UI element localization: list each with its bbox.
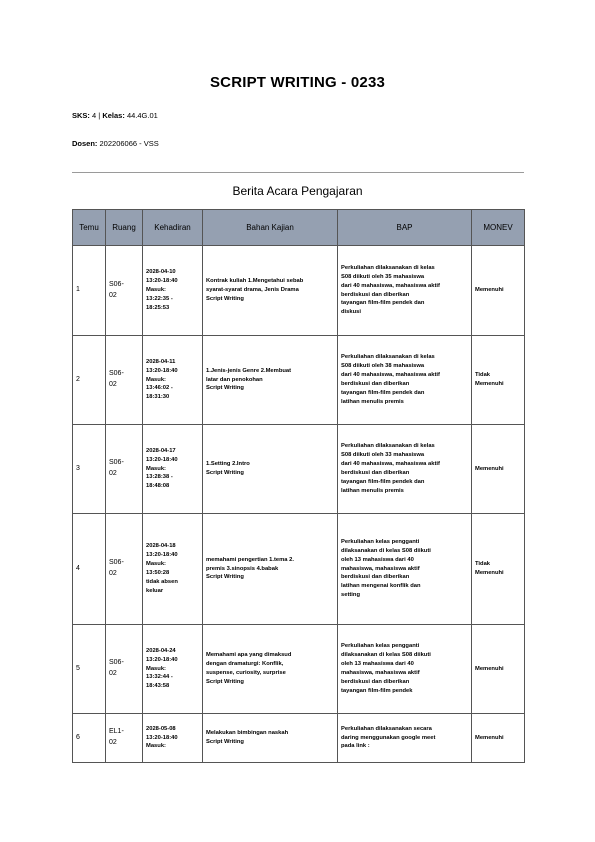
section-title: Berita Acara Pengajaran xyxy=(232,184,363,198)
kelas-value: 44.4G.01 xyxy=(126,111,158,120)
kelas-label: Kelas: xyxy=(102,111,125,120)
course-meta xyxy=(72,111,158,120)
cell-kehadiran: 2028-04-10 13:20-18:40 Masuk: 13:22:35 - 18:25:53 xyxy=(143,246,203,336)
cell-temu: 5 xyxy=(73,625,106,714)
teaching-record-table xyxy=(72,209,525,763)
header-bahan-kajian: Bahan Kajian xyxy=(203,210,338,246)
cell-bahan-kajian: memahami pengertian 1.tema 2. premis 3.sinopsis 4.babak Script Writing xyxy=(203,514,338,625)
table-row xyxy=(73,714,525,763)
table-row xyxy=(73,425,525,514)
table-row xyxy=(73,514,525,625)
cell-kehadiran: 2028-04-24 13:20-18:40 Masuk: 13:32:44 - 18:43:58 xyxy=(143,625,203,714)
cell-monev: Memenuhi xyxy=(472,714,525,763)
cell-monev: Memenuhi xyxy=(472,625,525,714)
cell-temu: 4 xyxy=(73,514,106,625)
header-temu: Temu xyxy=(73,210,106,246)
header-bap: BAP xyxy=(338,210,472,246)
table-row xyxy=(73,625,525,714)
cell-monev: Tidak Memenuhi xyxy=(472,514,525,625)
table-row xyxy=(73,246,525,336)
cell-ruang: S06- 02 xyxy=(106,336,143,425)
cell-kehadiran: 2028-04-18 13:20-18:40 Masuk: 13:50:28 tidak absen keluar xyxy=(143,514,203,625)
page-title: SCRIPT WRITING - 0233 xyxy=(209,74,386,91)
cell-bap: Perkuliahan kelas pengganti dilaksanakan di kelas S08 diikuti oleh 13 mahasiswa dari 40 mahasiswa, mahasiswa aktif berdiskusi dan diberikan latihan mengenai konflik dan setting xyxy=(338,514,472,625)
cell-bahan-kajian: Kontrak kuliah 1.Mengetahui sebab syarat-syarat drama, Jenis Drama Script Writing xyxy=(203,246,338,336)
cell-bahan-kajian: Memahami apa yang dimaksud dengan dramaturgi: Konflik, suspense, curiosity, surprise Script Writing xyxy=(203,625,338,714)
header-ruang: Ruang xyxy=(106,210,143,246)
cell-kehadiran: 2028-04-11 13:20-18:40 Masuk: 13:46:02 - 18:31:30 xyxy=(143,336,203,425)
cell-temu: 2 xyxy=(73,336,106,425)
cell-bap: Perkuliahan kelas pengganti dilaksanakan di kelas S08 diikuti oleh 13 mahasiswa dari 40 mahasiswa, mahasiswa aktif berdiskusi dan diberikan tayangan film-film pendek xyxy=(338,625,472,714)
cell-monev: Memenuhi xyxy=(472,425,525,514)
cell-bahan-kajian: 1.Jenis-jenis Genre 2.Membuat latar dan penokohan Script Writing xyxy=(203,336,338,425)
sks-label: SKS: xyxy=(72,111,90,120)
cell-ruang: S06- 02 xyxy=(106,425,143,514)
cell-monev: Tidak Memenuhi xyxy=(472,336,525,425)
cell-bap: Perkuliahan dilaksanakan di kelas S08 diikuti oleh 38 mahasiswa dari 40 mahasiswa, mahasiswa aktif berdiskusi dan diberikan tayangan film-film pendek dan latihan menulis premis xyxy=(338,336,472,425)
dosen-value: 202206066 - VSS xyxy=(99,139,159,148)
sks-value: 4 xyxy=(92,111,97,120)
cell-ruang: S06- 02 xyxy=(106,514,143,625)
lecturer-meta xyxy=(72,139,159,148)
cell-temu: 6 xyxy=(73,714,106,763)
cell-ruang: EL1- 02 xyxy=(106,714,143,763)
cell-bap: Perkuliahan dilaksanakan secara daring menggunakan google meet pada link : xyxy=(338,714,472,763)
cell-temu: 1 xyxy=(73,246,106,336)
cell-monev: Memenuhi xyxy=(472,246,525,336)
cell-bap: Perkuliahan dilaksanakan di kelas S08 diikuti oleh 33 mahasiswa dari 40 mahasiswa, mahasiswa aktif berdiskusi dan diberikan tayangan film-film pendek dan latihan menulis premis xyxy=(338,425,472,514)
cell-kehadiran: 2028-04-17 13:20-18:40 Masuk: 13:28:38 - 18:48:08 xyxy=(143,425,203,514)
table-row xyxy=(73,336,525,425)
cell-ruang: S06- 02 xyxy=(106,246,143,336)
header-kehadiran: Kehadiran xyxy=(143,210,203,246)
cell-bap: Perkuliahan dilaksanakan di kelas S08 diikuti oleh 35 mahasiswa dari 40 mahasiswa, mahasiswa aktif berdiskusi dan diberikan tayangan film-film pendek dan diskusi xyxy=(338,246,472,336)
cell-ruang: S06- 02 xyxy=(106,625,143,714)
cell-bahan-kajian: Melakukan bimbingan naskah Script Writing xyxy=(203,714,338,763)
cell-temu: 3 xyxy=(73,425,106,514)
divider xyxy=(72,172,524,173)
header-monev: MONEV xyxy=(472,210,525,246)
cell-kehadiran: 2028-05-08 13:20-18:40 Masuk: xyxy=(143,714,203,763)
meta-separator: | xyxy=(98,111,101,120)
cell-bahan-kajian: 1.Setting 2.Intro Script Writing xyxy=(203,425,338,514)
table-header-row xyxy=(73,210,525,246)
dosen-label: Dosen: xyxy=(72,139,98,148)
